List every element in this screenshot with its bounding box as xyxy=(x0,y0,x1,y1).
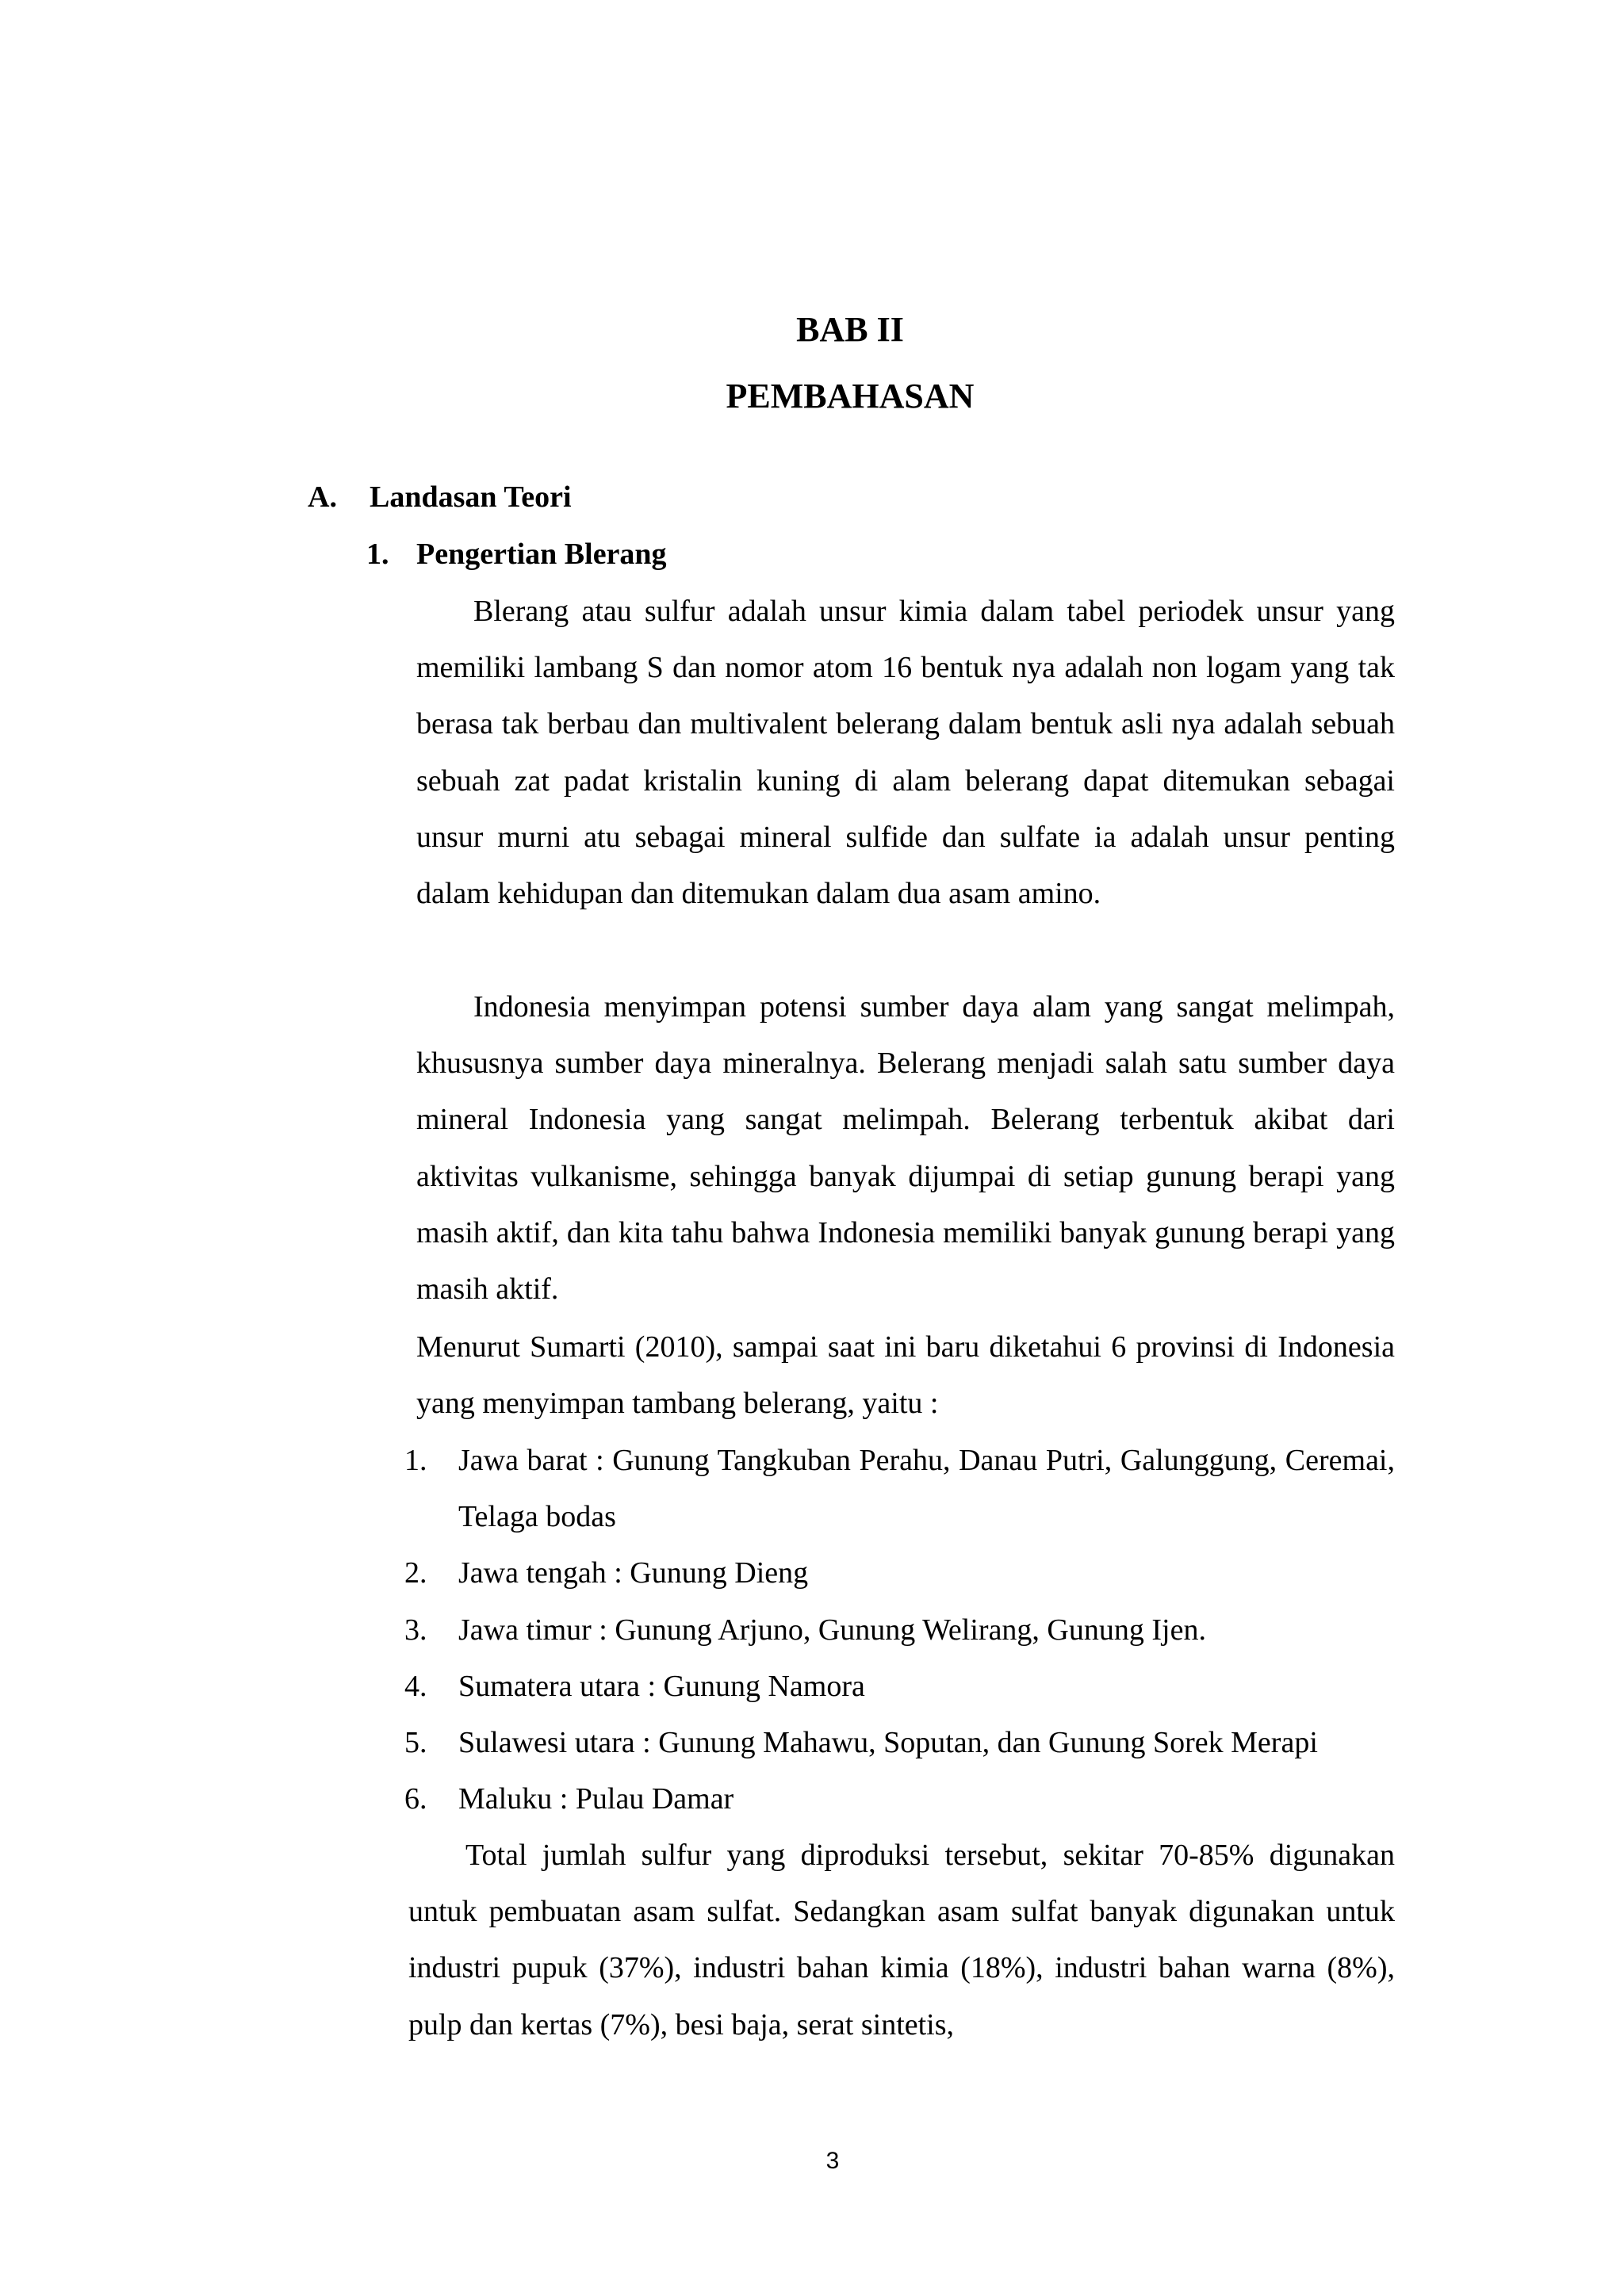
paragraph-text: Menurut Sumarti (2010), sampai saat ini baru diketahui 6 provinsi di Indonesia yang menyimpan tambang belerang, yaitu : xyxy=(416,1330,1395,1421)
paragraph-text: Indonesia menyimpan potensi sumber daya alam yang sangat melimpah, khususnya sumber daya mineralnya. Belerang menjadi salah satu sumber daya mineral Indonesia yang sangat melimpah. Belerang terbentuk akibat dari aktivitas vulkanisme, sehingga banyak dijumpai di setiap gunung berapi yang masih aktif, dan kita tahu bahwa Indonesia memiliki banyak gunung berapi yang masih aktif. xyxy=(416,990,1395,1307)
paragraph-definition xyxy=(416,584,1395,922)
list-item-text: Sulawesi utara : Gunung Mahawu, Soputan, dan Gunung Sorek Merapi xyxy=(458,1726,1318,1760)
chapter-label: BAB II xyxy=(796,310,904,349)
province-list xyxy=(404,1433,1395,1827)
list-item-number: 3. xyxy=(404,1613,427,1647)
page-number: 3 xyxy=(825,2148,840,2174)
section-a-letter: A. xyxy=(308,480,337,514)
list-item xyxy=(404,1433,1395,1545)
chapter-title: PEMBAHASAN xyxy=(726,377,975,415)
list-item-number: 5. xyxy=(404,1726,427,1760)
list-item-text: Jawa tengah : Gunung Dieng xyxy=(458,1556,809,1590)
list-item-number: 2. xyxy=(404,1556,427,1590)
paragraph-text: Total jumlah sulfur yang diproduksi tersebut, sekitar 70-85% digunakan untuk pembuatan asam sulfat. Sedangkan asam sulfat banyak digunakan untuk industri pupuk (37%), industri bahan kimia (18%), industri bahan warna (8%), pulp dan kertas (7%), besi baja, serat sintetis, xyxy=(408,1839,1395,2042)
list-item-number: 6. xyxy=(404,1782,427,1816)
list-item-number: 4. xyxy=(404,1669,427,1703)
list-item xyxy=(404,1715,1395,1771)
paragraph-indonesia-potential xyxy=(416,979,1395,1318)
list-item-number: 1. xyxy=(404,1444,427,1477)
list-item-text: Jawa timur : Gunung Arjuno, Gunung Welirang, Gunung Ijen. xyxy=(458,1613,1206,1647)
list-item xyxy=(404,1659,1395,1715)
list-item xyxy=(404,1602,1395,1659)
list-item-text: Maluku : Pulau Damar xyxy=(458,1782,734,1816)
paragraph-text: Blerang atau sulfur adalah unsur kimia dalam tabel periodek unsur yang memiliki lambang S dan nomor atom 16 bentuk nya adalah non logam yang tak berasa tak berbau dan multivalent belerang dalam bentuk asli nya adalah sebuah sebuah zat padat kristalin kuning di alam belerang dapat ditemukan sebagai unsur murni atu sebagai mineral sulfide dan sulfate ia adalah unsur penting dalam kehidupan dan ditemukan dalam dua asam amino. xyxy=(416,595,1395,911)
paragraph-sulfur-usage xyxy=(408,1827,1395,2053)
paragraph-sumarti xyxy=(416,1319,1395,1432)
list-item xyxy=(404,1545,1395,1601)
section-a-title: Landasan Teori xyxy=(370,480,572,514)
subsection-1-title: Pengertian Blerang xyxy=(416,538,667,571)
list-item-text: Sumatera utara : Gunung Namora xyxy=(458,1669,865,1703)
subsection-1-number: 1. xyxy=(366,538,389,571)
list-item-text: Jawa barat : Gunung Tangkuban Perahu, Danau Putri, Galunggung, Ceremai, Telaga bodas xyxy=(458,1444,1395,1534)
list-item xyxy=(404,1771,1395,1827)
